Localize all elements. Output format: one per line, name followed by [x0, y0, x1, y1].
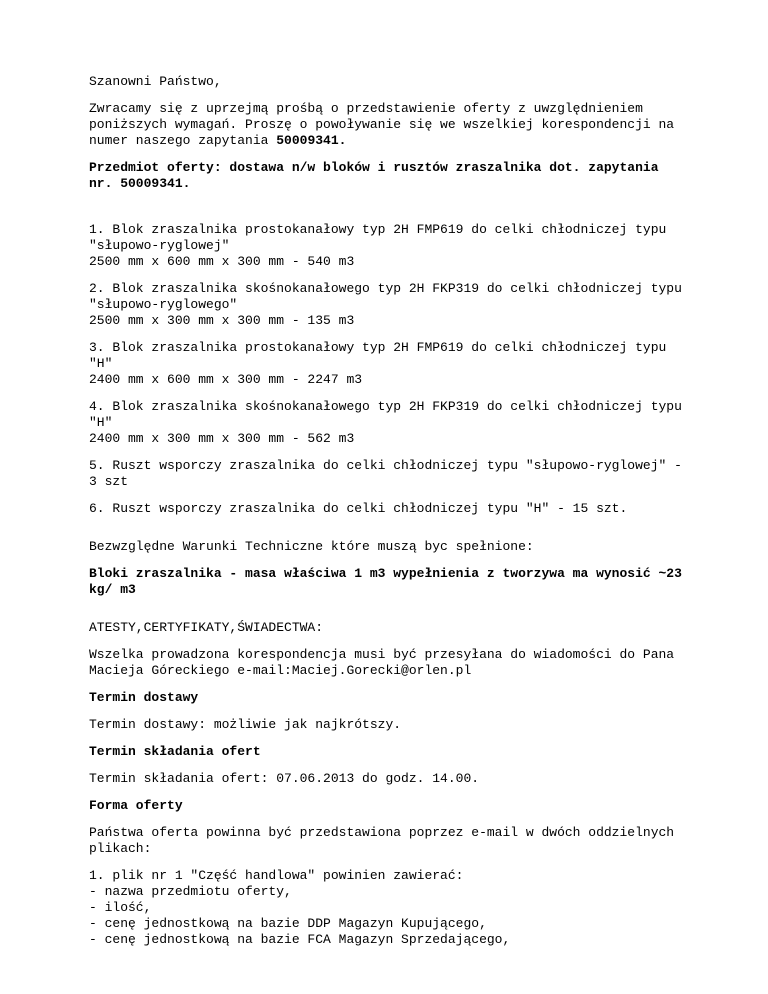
- conditions-heading: Bezwzględne Warunki Techniczne które muszą byc spełnione:: [89, 539, 534, 554]
- items-list: [89, 222, 689, 517]
- document-body: [89, 74, 689, 959]
- item-description: 5. Ruszt wsporczy zraszalnika do celki chłodniczej typu "słupowo-ryglowej" - 3 szt: [89, 458, 690, 489]
- deadline-heading: Termin składania ofert: [89, 744, 261, 759]
- form-text: Państwa oferta powinna być przedstawiona poprzez e-mail w dwóch oddzielnych plikach:: [89, 825, 682, 856]
- conditions-text: Bloki zraszalnika - masa właściwa 1 m3 wypełnienia z tworzywa ma wynosić ~23 kg/ m3: [89, 566, 690, 597]
- list-item: [89, 501, 689, 517]
- intro-text: Zwracamy się z uprzejmą prośbą o przedstawienie oferty z uwzględnieniem poniższych wymagań. Proszę o powoływanie się we wszelkiej korespondencji na numer naszego zapytania: [89, 101, 682, 148]
- list-item: [89, 458, 689, 490]
- certificates-heading: ATESTY,CERTYFIKATY,ŚWIADECTWA:: [89, 620, 324, 635]
- list-item: - ilość,: [89, 900, 152, 915]
- list-item: - cenę jednostkową na bazie FCA Magazyn Sprzedającego,: [89, 932, 511, 947]
- file1-title: 1. plik nr 1 "Część handlowa" powinien zawierać:: [89, 868, 464, 883]
- deadline-text: Termin składania ofert: 07.06.2013 do godz. 14.00.: [89, 771, 480, 786]
- item-dimensions: 2400 mm x 600 mm x 300 mm - 2247 m3: [89, 372, 363, 387]
- item-description: 1. Blok zraszalnika prostokanałowy typ 2H FMP619 do celki chłodniczej typu "słupowo-ryglowej": [89, 222, 675, 253]
- list-item: - cenę jednostkową na bazie DDP Magazyn Kupującego,: [89, 916, 487, 931]
- intro-paragraph: [89, 101, 689, 149]
- list-item: [89, 281, 689, 329]
- list-item: - nazwa przedmiotu oferty,: [89, 884, 292, 899]
- item-dimensions: 2500 mm x 600 mm x 300 mm - 540 m3: [89, 254, 355, 269]
- item-dimensions: 2500 mm x 300 mm x 300 mm - 135 m3: [89, 313, 355, 328]
- list-item: [89, 399, 689, 447]
- item-dimensions: 2400 mm x 300 mm x 300 mm - 562 m3: [89, 431, 355, 446]
- form-heading: Forma oferty: [89, 798, 183, 813]
- list-item: [89, 222, 689, 270]
- greeting: Szanowni Państwo,: [89, 74, 222, 89]
- item-description: 3. Blok zraszalnika prostokanałowy typ 2H FMP619 do celki chłodniczej typu "H": [89, 340, 675, 371]
- inquiry-number: 50009341.: [276, 133, 347, 148]
- item-description: 2. Blok zraszalnika skośnokanałowego typ 2H FKP319 do celki chłodniczej typu "słupowo-ryglowego": [89, 281, 690, 312]
- delivery-text: Termin dostawy: możliwie jak najkrótszy.: [89, 717, 402, 732]
- list-item: [89, 340, 689, 388]
- subject-line: Przedmiot oferty: dostawa n/w bloków i rusztów zraszalnika dot. zapytania nr. 50009341.: [89, 160, 667, 191]
- item-description: 6. Ruszt wsporczy zraszalnika do celki chłodniczej typu "H" - 15 szt.: [89, 501, 628, 516]
- item-description: 4. Blok zraszalnika skośnokanałowego typ 2H FKP319 do celki chłodniczej typu "H": [89, 399, 690, 430]
- file1-block: [89, 868, 689, 948]
- correspondence-text: Wszelka prowadzona korespondencja musi być przesyłana do wiadomości do Pana Macieja Góreckiego e-mail:Maciej.Gorecki@orlen.pl: [89, 647, 682, 678]
- delivery-heading: Termin dostawy: [89, 690, 199, 705]
